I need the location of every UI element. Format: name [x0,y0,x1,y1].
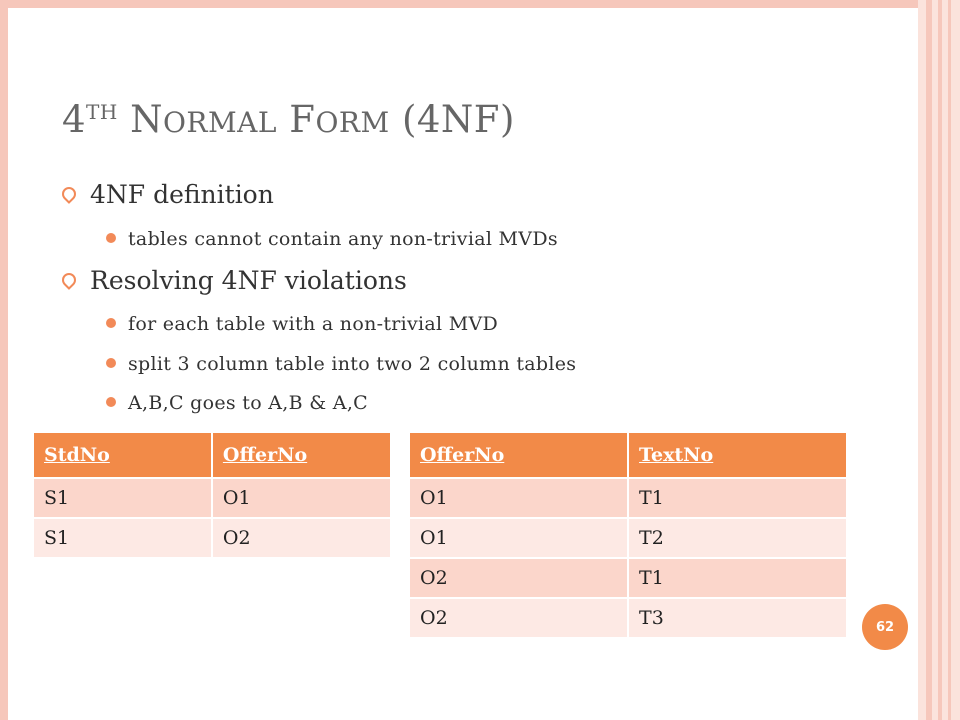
column-header: TextNo [628,432,847,478]
slide-frame-right [918,0,960,720]
table-cell: O2 [212,518,391,558]
bullet-dot-icon [106,318,116,328]
column-header: OfferNo [212,432,391,478]
table-cell: S1 [33,518,212,558]
sub-bullet: for each table with a non-trivial MVD [106,313,498,335]
table-cell: O2 [409,598,628,638]
slide-frame-top [0,0,922,8]
slide-title: 4TH NORMAL FORM (4NF) [62,98,515,141]
table-offerno-textno [408,431,848,639]
table-row [33,478,391,518]
bullet-resolving-4nf: Resolving 4NF violations [62,266,407,295]
table-cell: T1 [628,558,847,598]
table-row [409,558,847,598]
table-row [409,598,847,638]
table-cell: T2 [628,518,847,558]
slide-frame-left [0,0,8,720]
table-cell: O1 [212,478,391,518]
table-cell: O2 [409,558,628,598]
sub-bullet: split 3 column table into two 2 column tables [106,353,576,375]
table-cell: S1 [33,478,212,518]
bullet-dot-icon [106,233,116,243]
sub-bullet: tables cannot contain any non-trivial MVDs [106,228,558,250]
bullet-4nf-definition: 4NF definition [62,180,274,209]
bullet-icon [59,184,79,204]
column-header: StdNo [33,432,212,478]
table-row [33,518,391,558]
bullet-dot-icon [106,358,116,368]
column-header: OfferNo [409,432,628,478]
page-number-badge: 62 [862,604,908,650]
table-row [409,518,847,558]
bullet-icon [59,270,79,290]
bullet-dot-icon [106,397,116,407]
table-stdno-offerno [32,431,392,559]
table-cell: T3 [628,598,847,638]
table-row [409,478,847,518]
table-cell: T1 [628,478,847,518]
table-cell: O1 [409,518,628,558]
table-cell: O1 [409,478,628,518]
sub-bullet: A,B,C goes to A,B & A,C [106,392,368,414]
